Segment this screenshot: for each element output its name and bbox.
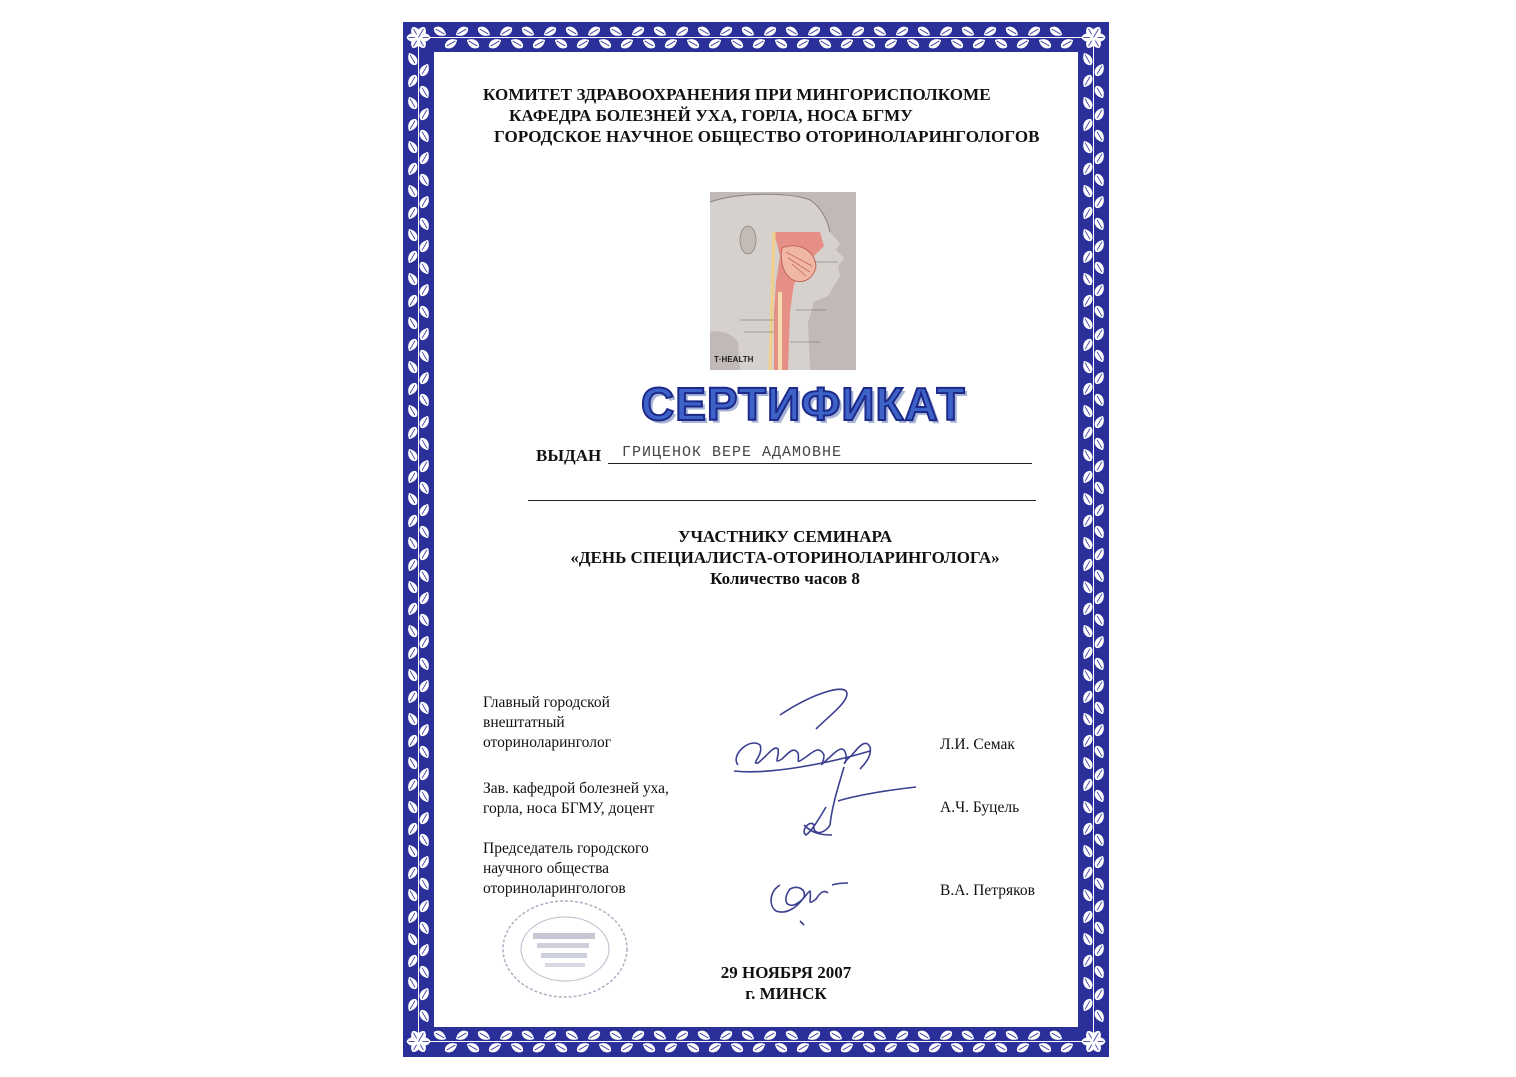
anatomy-illustration xyxy=(710,192,856,370)
signatory-title-2: Зав. кафедрой болезней уха, горла, носа БГМУ, доцент xyxy=(483,780,669,817)
signatory-title-3: Председатель городского научного общества оториноларингологов xyxy=(483,840,649,897)
signatures xyxy=(720,685,920,935)
signatory-name-3: В.А. Петряков xyxy=(940,882,1035,899)
recipient-underline xyxy=(608,463,1032,464)
signature-semak xyxy=(734,689,870,772)
signatory-title-1: Главный городской внештатный оториноларинголог xyxy=(483,694,612,751)
header-line-department: КАФЕДРА БОЛЕЗНЕЙ УХА, ГОРЛА, НОСА БГМУ xyxy=(509,106,913,125)
blank-line xyxy=(528,500,1036,501)
issue-date: 29 НОЯБРЯ 2007 xyxy=(720,963,852,982)
signature-petryakov xyxy=(771,883,848,925)
header-line-society: ГОРОДСКОЕ НАУЧНОЕ ОБЩЕСТВО ОТОРИНОЛАРИНГОЛОГОВ xyxy=(494,127,1040,146)
official-stamp xyxy=(493,893,643,1003)
certificate-title: СЕРТИФИКАТ xyxy=(641,378,966,430)
signatory-name-1: Л.И. Семак xyxy=(940,736,1015,753)
signature-butsel xyxy=(804,767,916,835)
seminar-name: «ДЕНЬ СПЕЦИАЛИСТА-ОТОРИНОЛАРИНГОЛОГА» xyxy=(570,548,1000,567)
signatory-name-2: А.Ч. Буцель xyxy=(940,799,1020,816)
seminar-participant: УЧАСТНИКУ СЕМИНАРА xyxy=(677,527,893,546)
recipient-name: ГРИЦЕНОК ВЕРЕ АДАМОВНЕ xyxy=(622,444,843,461)
issue-city: г. МИНСК xyxy=(745,984,827,1003)
header-line-committee: КОМИТЕТ ЗДРАВООХРАНЕНИЯ ПРИ МИНГОРИСПОЛКОМЕ xyxy=(483,85,991,104)
illustration-caption: T·HEALTH xyxy=(714,355,754,364)
issued-label: ВЫДАН xyxy=(536,446,602,465)
seminar-hours: Количество часов 8 xyxy=(710,569,860,588)
